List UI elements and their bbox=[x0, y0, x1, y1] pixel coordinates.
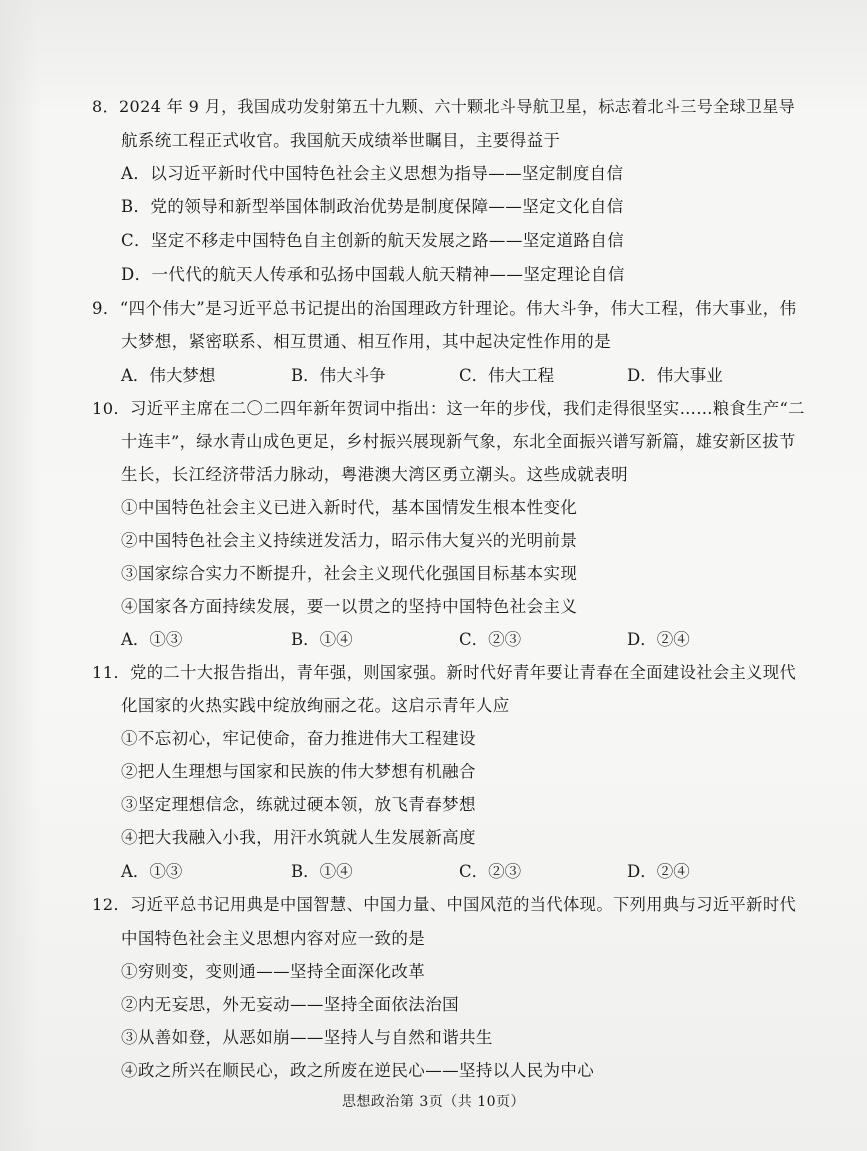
question-12-stem-line-2: 中国特色社会主义思想内容对应一致的是 bbox=[121, 929, 426, 948]
question-11-statement-2: ②把人生理想与国家和民族的伟大梦想有机融合 bbox=[121, 762, 476, 781]
question-11-statement-3: ③坚定理想信念，练就过硬本领，放飞青春梦想 bbox=[121, 795, 476, 814]
question-12-statement-1: ①穷则变，变则通——坚持全面深化改革 bbox=[121, 962, 426, 981]
question-10-statement-2: ②中国特色社会主义持续迸发活力，昭示伟大复兴的光明前景 bbox=[121, 531, 578, 550]
question-10-stem-line-3: 生长，长江经济带活力脉动，粤港澳大湾区勇立潮头。这些成就表明 bbox=[121, 465, 628, 484]
question-10-statement-1: ①中国特色社会主义已进入新时代，基本国情发生根本性变化 bbox=[121, 498, 578, 517]
question-8-stem-line-1: 8．2024 年 9 月，我国成功发射第五十九颗、六十颗北斗导航卫星，标志着北斗三号全球卫星导 bbox=[92, 97, 796, 116]
question-8-stem-line-2: 航系统工程正式收官。我国航天成绩举世瞩目，主要得益于 bbox=[121, 131, 561, 150]
question-9-choice-b: B．伟大斗争 bbox=[291, 366, 386, 385]
question-9-choice-c: C．伟大工程 bbox=[459, 366, 555, 385]
question-11-choice-b: B．①④ bbox=[291, 862, 353, 881]
question-11-choices bbox=[121, 861, 741, 883]
question-9-choices bbox=[121, 365, 741, 387]
question-10-choices bbox=[121, 629, 741, 651]
question-9-stem-line-2: 大梦想，紧密联系、相互贯通、相互作用，其中起决定性作用的是 bbox=[121, 332, 612, 351]
question-8-option-a: A．以习近平新时代中国特色社会主义思想为指导——坚定制度自信 bbox=[121, 164, 624, 183]
question-11-choice-d: D．②④ bbox=[627, 862, 690, 881]
question-11-stem-line-2: 化国家的火热实践中绽放绚丽之花。这启示青年人应 bbox=[121, 696, 510, 715]
question-10-stem-line-1: 10．习近平主席在二〇二四年新年贺词中指出：这一年的步伐，我们走得很坚实……粮食生产“二 bbox=[92, 399, 805, 418]
question-9-choice-d: D．伟大事业 bbox=[627, 366, 723, 385]
question-8-option-c: C．坚定不移走中国特色自主创新的航天发展之路——坚定道路自信 bbox=[121, 231, 625, 250]
question-10-choice-b: B．①④ bbox=[291, 630, 353, 649]
question-10-choice-c: C．②③ bbox=[459, 630, 522, 649]
page-footer: 思想政治第 3页（共 10页） bbox=[341, 1094, 526, 1110]
question-11-stem-line-1: 11．党的二十大报告指出，青年强，则国家强。新时代好青年要让青春在全面建设社会主义现代 bbox=[92, 663, 797, 682]
question-11-choice-a: A．①③ bbox=[121, 862, 183, 881]
question-12-statement-3: ③从善如登，从恶如崩——坚持人与自然和谐共生 bbox=[121, 1028, 493, 1047]
question-10-choice-a: A．①③ bbox=[121, 630, 183, 649]
question-12-stem-line-1: 12．习近平总书记用典是中国智慧、中国力量、中国风范的当代体现。下列用典与习近平新时代 bbox=[92, 895, 797, 914]
question-12-statement-4: ④政之所兴在顺民心，政之所废在逆民心——坚持以人民为中心 bbox=[121, 1061, 595, 1080]
question-9-stem-line-1: 9．“四个伟大”是习近平总书记提出的治国理政方针理论。伟大斗争，伟大工程，伟大事业，伟 bbox=[92, 299, 797, 318]
question-8-option-d: D．一代代的航天人传承和弘扬中国载人航天精神——坚定理论自信 bbox=[121, 265, 625, 284]
question-10-choice-d: D．②④ bbox=[627, 630, 690, 649]
question-12-statement-2: ②内无妄思，外无妄动——坚持全面依法治国 bbox=[121, 995, 459, 1014]
question-11-choice-c: C．②③ bbox=[459, 862, 522, 881]
question-10-stem-line-2: 十连丰”，绿水青山成色更足，乡村振兴展现新气象，东北全面振兴谱写新篇，雄安新区拔节 bbox=[121, 432, 796, 451]
question-11-statement-4: ④把大我融入小我，用汗水筑就人生发展新高度 bbox=[121, 828, 476, 847]
question-10-statement-3: ③国家综合实力不断提升，社会主义现代化强国目标基本实现 bbox=[121, 564, 578, 583]
scan-shadow bbox=[0, 0, 40, 1151]
question-10-statement-4: ④国家各方面持续发展，要一以贯之的坚持中国特色社会主义 bbox=[121, 597, 578, 616]
question-8-option-b: B．党的领导和新型举国体制政治优势是制度保障——坚定文化自信 bbox=[121, 197, 624, 216]
question-11-statement-1: ①不忘初心，牢记使命，奋力推进伟大工程建设 bbox=[121, 729, 476, 748]
question-9-choice-a: A．伟大梦想 bbox=[121, 366, 216, 385]
